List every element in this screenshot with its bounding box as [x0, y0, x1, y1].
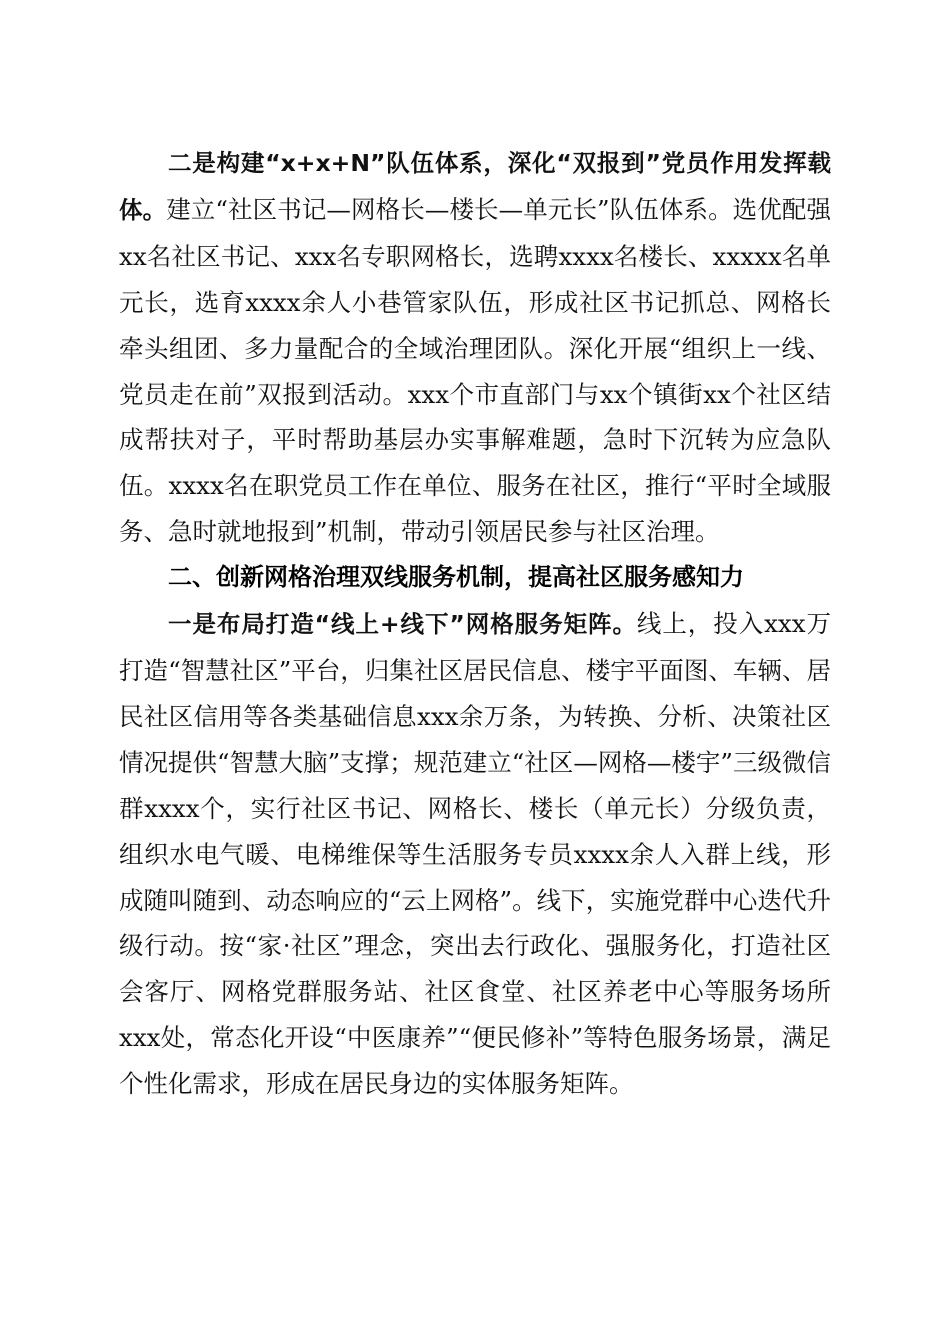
paragraph-service-matrix: [119, 601, 831, 1107]
paragraph-lead: 一是布局打造“线上+线下”网格服务矩阵。: [168, 610, 637, 639]
paragraph-team-system: [119, 140, 831, 555]
paragraph-body: 建立“社区书记—网格长—楼长—单元长”队伍体系。选优配强xx名社区书记、xxx名专职网格长，选聘xxxx名楼长、xxxxx名单元长，选育xxxx余人小巷管家队伍，形成社区书记抓总、网格长牵头组团、多力量配合的全域治理团队。深化开展“组织上一线、党员走在前”双报到活动。xxx个市直部门与xx个镇街xx个社区结成帮扶对子，平时帮助基层办实事解难题，急时下沉转为应急队伍。xxxx名在职党员工作在单位、服务在社区，推行“平时全域服务、急时就地报到”机制，带动引领居民参与社区治理。: [119, 194, 831, 547]
paragraph-lead: 二是构建“x+x+N”队伍体系，深化“双报到”党员作用发挥载体。: [119, 149, 831, 224]
paragraph-body: 线上，投入xxx万打造“智慧社区”平台，归集社区居民信息、楼宇平面图、车辆、居民社区信用等各类基础信息xxx余万条，为转换、分析、决策社区情况提供“智慧大脑”支撑；规范建立“社区—网格—楼宇”三级微信群xxxx个，实行社区书记、网格长、楼长（单元长）分级负责，组织水电气暖、电梯维保等生活服务专员xxxx余人入群上线，形成随叫随到、动态响应的“云上网格”。线下，实施党群中心迭代升级行动。按“家·社区”理念，突出去行政化、强服务化，打造社区会客厅、网格党群服务站、社区食堂、社区养老中心等服务场所xxx处，常态化开设“中医康养”“便民修补”等特色服务场景，满足个性化需求，形成在居民身边的实体服务矩阵。: [119, 609, 831, 1099]
document-body: [119, 140, 831, 1107]
section-heading: 二、创新网格治理双线服务机制，提高社区服务感知力: [168, 563, 744, 592]
